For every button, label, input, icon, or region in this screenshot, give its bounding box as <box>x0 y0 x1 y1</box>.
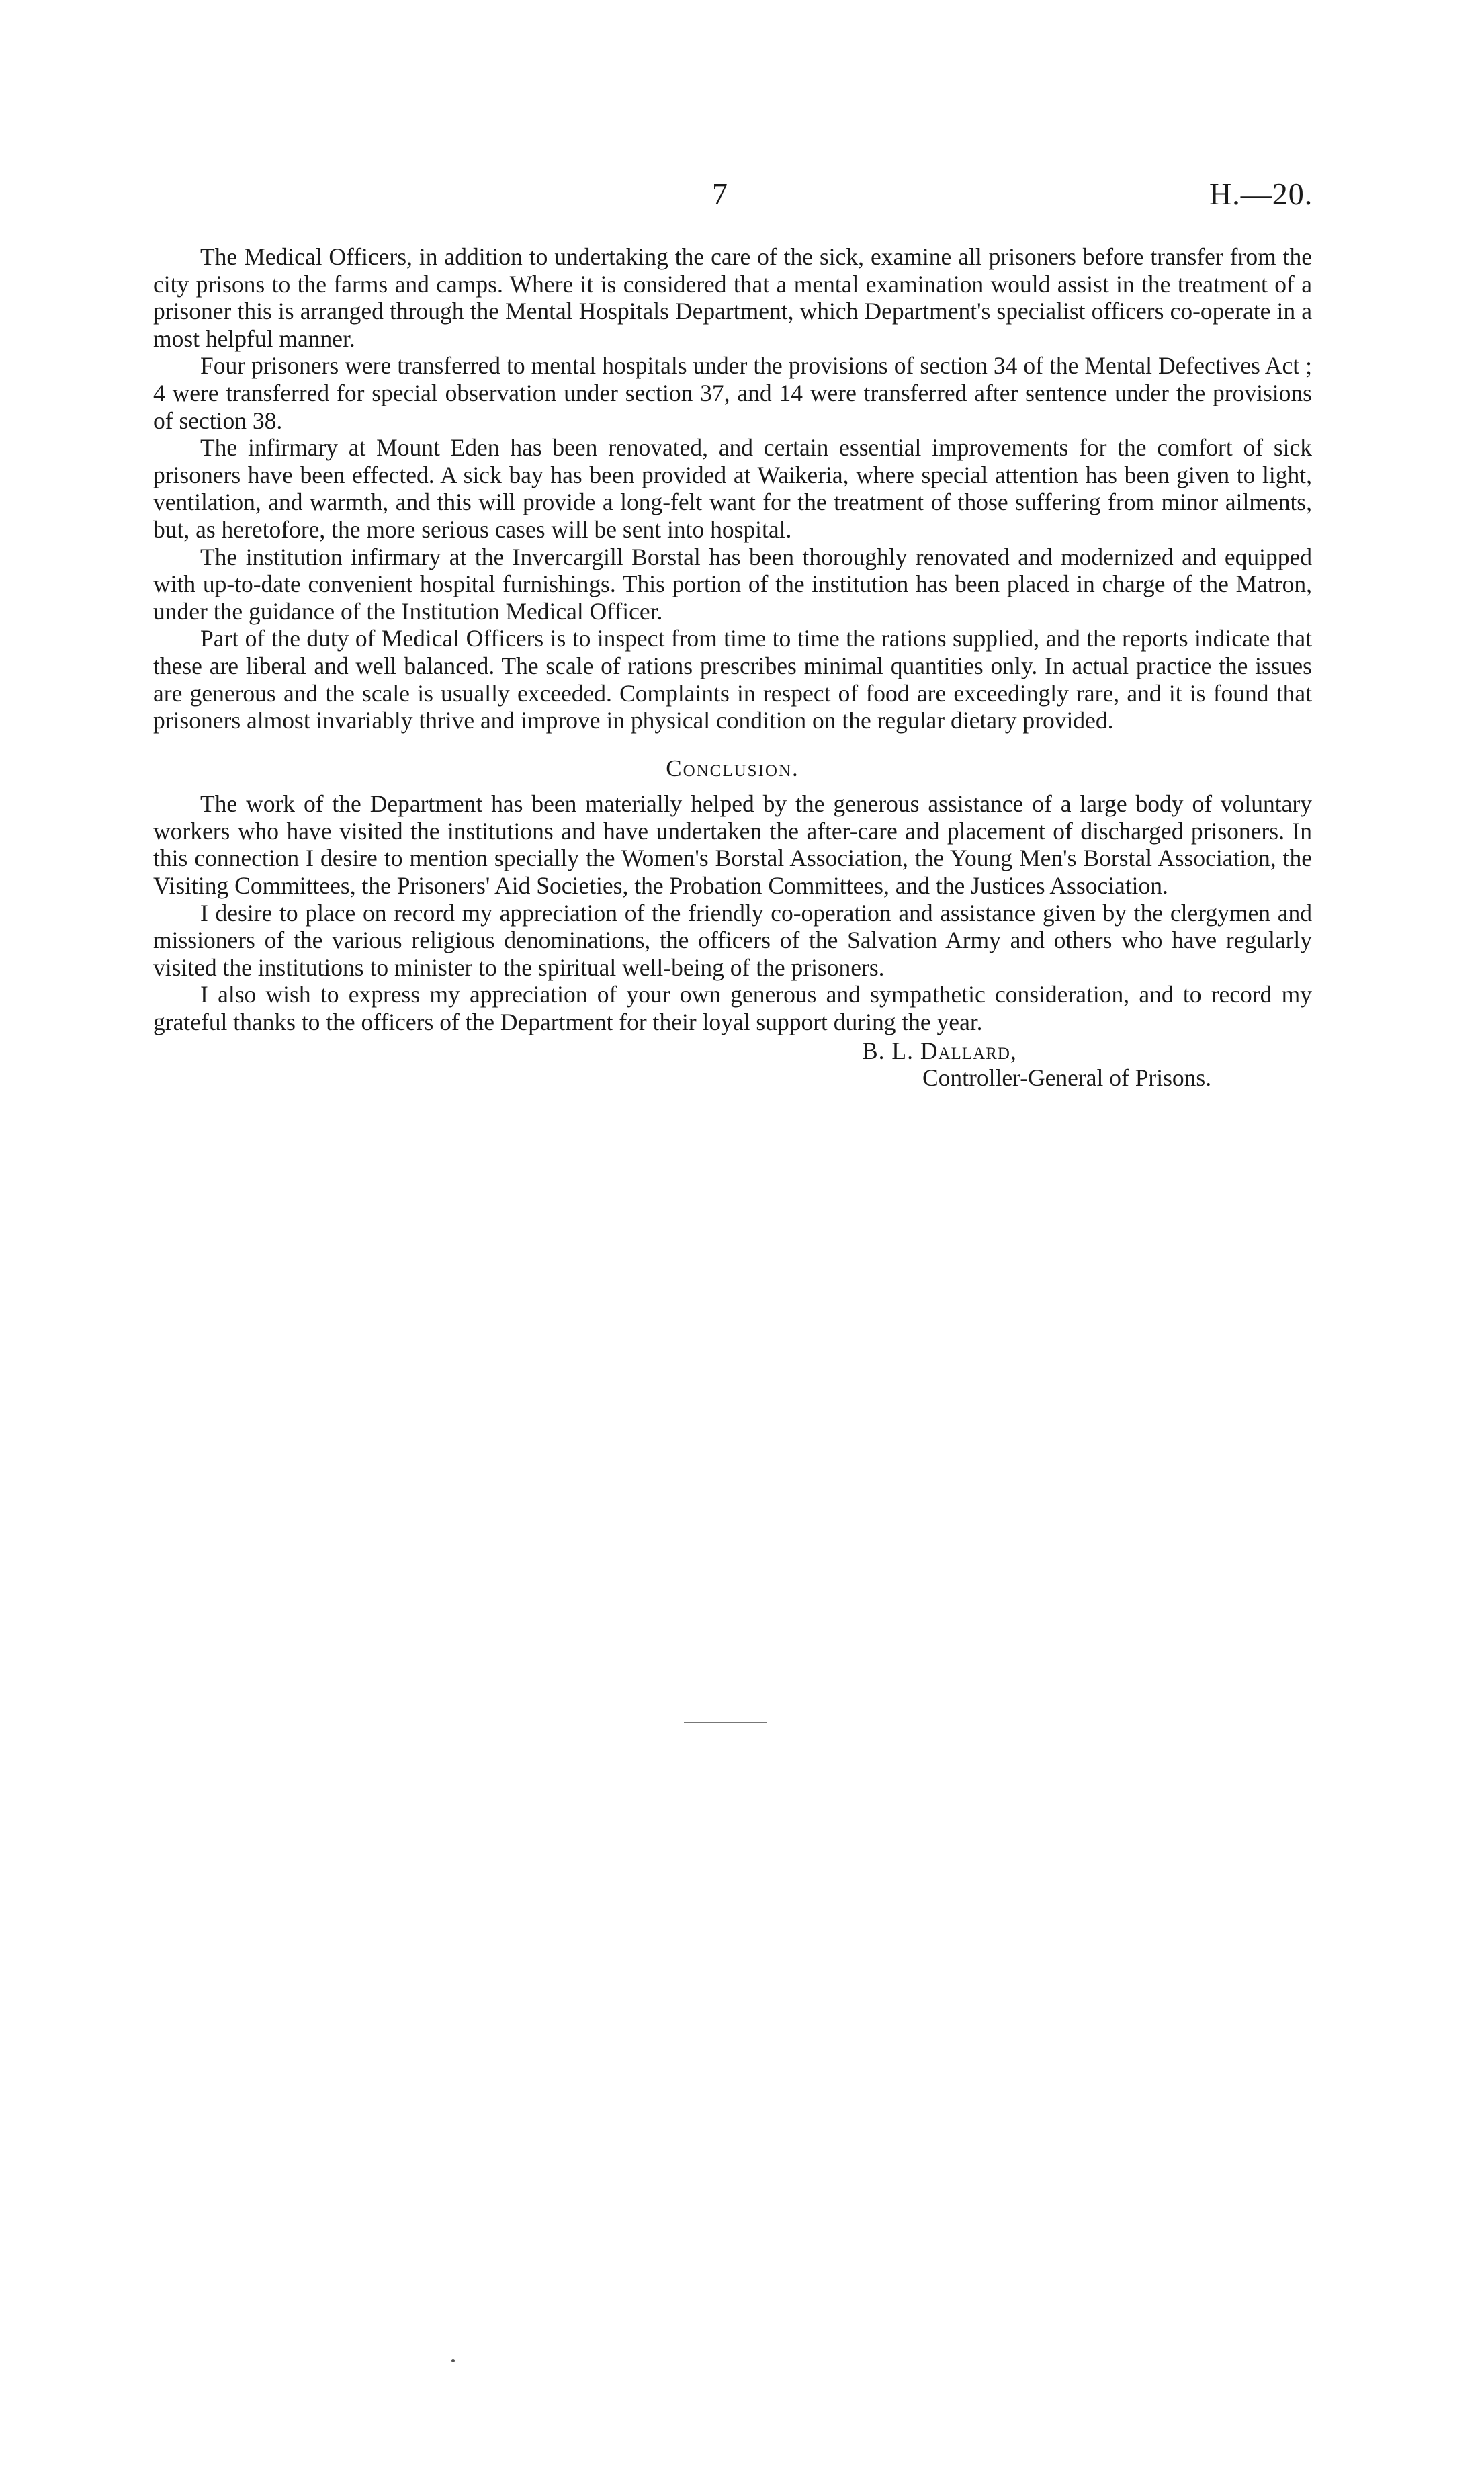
paragraph-mental-hospitals: Four prisoners were transferred to mental hospitals under the provisions of section 34 of the Mental Defectives Act ; 4 were transferred for special observation under section 37, and 14 were transferred after sentence under the provisions of section 38. <box>153 352 1312 434</box>
report-code: H.—20. <box>1209 177 1313 211</box>
section-heading-conclusion: Conclusion. <box>666 755 799 781</box>
paragraph-appreciation: I also wish to express my appreciation of your own generous and sympathetic consideration, and to record my grateful thanks to the officers of the Department for their loyal support during the year. <box>153 981 1312 1036</box>
signature-title: Controller-General of Prisons. <box>922 1064 1212 1092</box>
signature-name: B. L. Dallard, <box>862 1037 1017 1064</box>
paragraph-voluntary-workers: The work of the Department has been materially helped by the generous assistance of a large body of voluntary workers who have visited the institutions and have undertaken the after-care and placement of discharged prisoners. In this connection I desire to mention specially the Women's Borstal Association, the Young Men's Borstal Association, the Visiting Committees, the Prisoners' Aid Societies, the Probation Committees, and the Justices Association. <box>153 790 1312 900</box>
scan-speck <box>451 2359 455 2362</box>
page-number: 7 <box>712 177 728 211</box>
paragraph-invercargill-infirmary: The institution infirmary at the Invercargill Borstal has been thoroughly renovated and modernized and equipped with up-to-date convenient hospital furnishings. This portion of the institution has been placed in charge of the Matron, under the guidance of the Institution Medical Officer. <box>153 543 1312 625</box>
paragraph-clergymen: I desire to place on record my appreciation of the friendly co-operation and assistance given by the clergymen and missioners of the various religious denominations, the officers of the Salvation Army and others who have regularly visited the institutions to minister to the spiritual well-being of the prisoners. <box>153 899 1312 981</box>
paragraph-mount-eden-infirmary: The infirmary at Mount Eden has been renovated, and certain essential improvements for the comfort of sick prisoners have been effected. A sick bay has been provided at Waikeria, where special attention has been given to light, ventilation, and warmth, and this will provide a long-felt want for the treatment of those suffering from minor ailments, but, as heretofore, the more serious cases will be sent into hospital. <box>153 434 1312 543</box>
end-rule <box>684 1722 767 1723</box>
paragraph-medical-officers: The Medical Officers, in addition to undertaking the care of the sick, examine all prisoners before transfer from the city prisons to the farms and camps. Where it is considered that a mental examination would assist in the treatment of a prisoner this is arranged through the Mental Hospitals Department, which Department's specialist officers co-operate in a most helpful manner. <box>153 243 1312 352</box>
signature-block <box>153 1037 1312 1092</box>
paragraph-rations: Part of the duty of Medical Officers is to inspect from time to time the rations supplied, and the reports indicate that these are liberal and well balanced. The scale of rations prescribes minimal quantities only. In actual practice the issues are generous and the scale is usually exceeded. Complaints in respect of food are exceedingly rare, and it is found that prisoners almost invariably thrive and improve in physical condition on the regular dietary provided. <box>153 625 1312 734</box>
body-text <box>153 243 1312 1092</box>
